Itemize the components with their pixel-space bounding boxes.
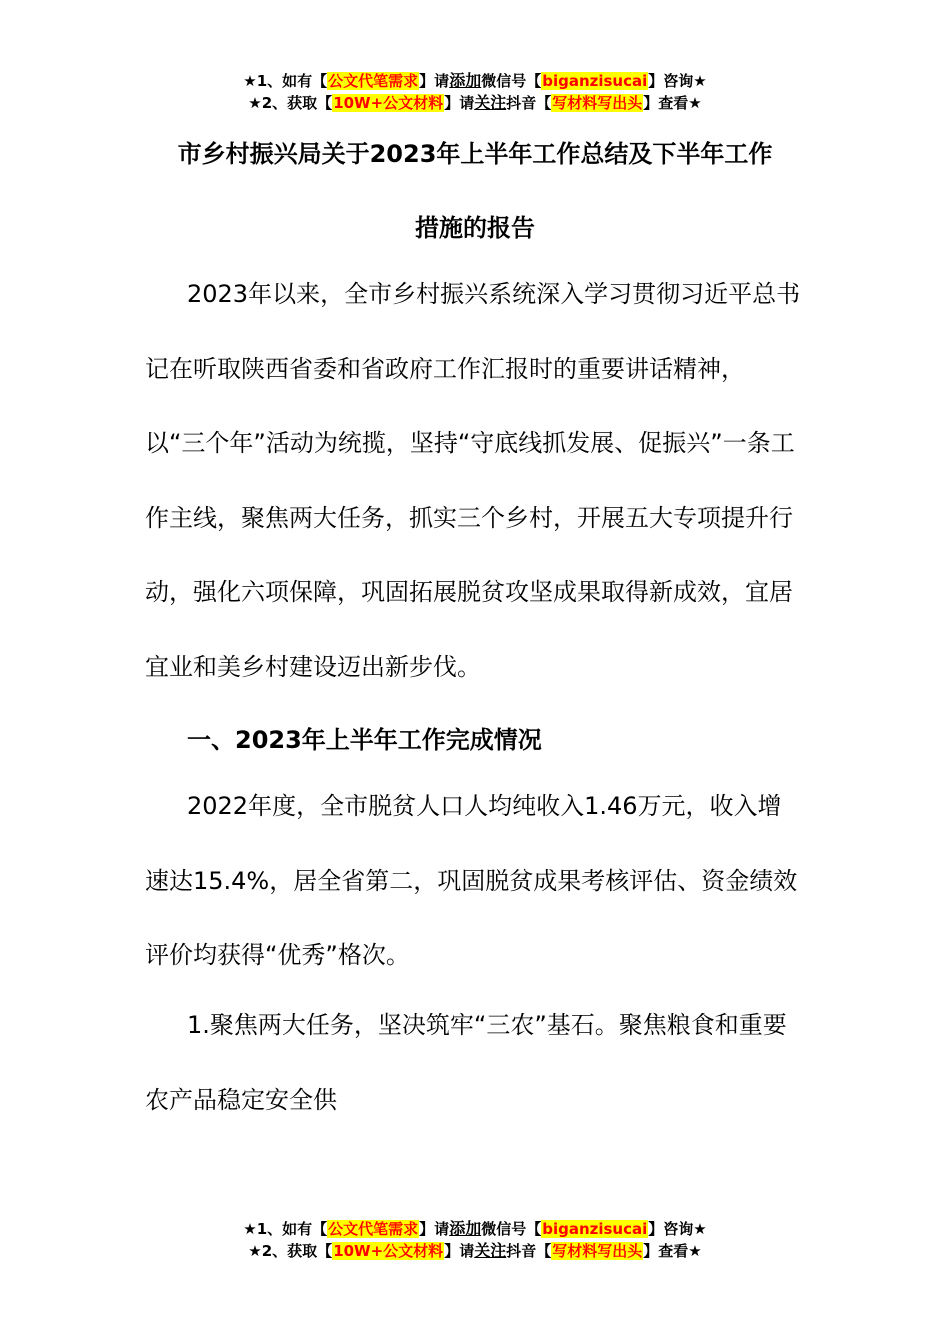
paragraph-task-1: 1.聚焦两大任务，坚决筑牢“三农”基石。聚焦粮食和重要农产品稳定安全供 bbox=[145, 1011, 787, 1114]
promo-underlined: 关注 bbox=[474, 93, 507, 112]
promo-text: 抖音【 bbox=[506, 1242, 552, 1260]
promo-text: ★2、获取【 bbox=[248, 1242, 333, 1260]
promo-line-2 bbox=[0, 92, 950, 114]
paragraph-income: 2022年度，全市脱贫人口人均纯收入1.46万元，收入增速达15.4%，居全省第二，巩固脱贫成果考核评估、资金绩效评价均获得“优秀”格次。 bbox=[145, 792, 798, 969]
promo-line-1 bbox=[0, 1218, 950, 1240]
promo-line-2 bbox=[0, 1240, 950, 1262]
highlight-wechat-id: biganzisucai bbox=[542, 1220, 648, 1238]
promo-banner-bottom bbox=[0, 1218, 950, 1262]
promo-text: 微信号【 bbox=[481, 1220, 542, 1238]
highlight-douyin: 写材料写出头 bbox=[552, 94, 643, 112]
highlight-materials: 10W+公文材料 bbox=[333, 1242, 444, 1260]
paragraph-intro: 2023年以来，全市乡村振兴系统深入学习贯彻习近平总书记在听取陕西省委和省政府工作汇报时的重要讲话精神，以“三个年”活动为统揽，坚持“守底线抓发展、促振兴”一条工作主线，聚焦两大任务，抓实三个乡村，开展五大专项提升行动，强化六项保障，巩固拓展脱贫攻坚成果取得新成效，宜居宜业和美乡村建设迈出新步伐。 bbox=[145, 280, 801, 681]
promo-banner-top bbox=[0, 70, 950, 114]
highlight-service: 公文代笔需求 bbox=[328, 72, 419, 90]
promo-text: 抖音【 bbox=[506, 94, 552, 112]
promo-text: 】请 bbox=[444, 94, 475, 112]
highlight-wechat-id: biganzisucai bbox=[542, 72, 648, 90]
promo-text: 】请 bbox=[419, 72, 450, 90]
highlight-service: 公文代笔需求 bbox=[328, 1220, 419, 1238]
promo-text: ★2、获取【 bbox=[248, 94, 333, 112]
promo-text: ★1、如有【 bbox=[243, 72, 328, 90]
promo-underlined: 添加 bbox=[449, 1219, 482, 1238]
promo-line-1 bbox=[0, 70, 950, 92]
promo-text: 】查看★ bbox=[643, 1242, 702, 1260]
promo-text: 微信号【 bbox=[481, 72, 542, 90]
doc-title-line-2: 措施的报告 bbox=[415, 214, 535, 242]
promo-text: 】请 bbox=[419, 1220, 450, 1238]
highlight-douyin: 写材料写出头 bbox=[552, 1242, 643, 1260]
promo-underlined: 添加 bbox=[449, 71, 482, 90]
section-heading-1: 一、2023年上半年工作完成情况 bbox=[187, 726, 542, 754]
promo-text: ★1、如有【 bbox=[243, 1220, 328, 1238]
promo-text: 】查看★ bbox=[643, 94, 702, 112]
doc-title-line-1: 市乡村振兴局关于2023年上半年工作总结及下半年工作 bbox=[177, 140, 773, 168]
promo-underlined: 关注 bbox=[474, 1241, 507, 1260]
highlight-materials: 10W+公文材料 bbox=[333, 94, 444, 112]
promo-text: 】请 bbox=[444, 1242, 475, 1260]
promo-text: 】咨询★ bbox=[648, 72, 707, 90]
promo-text: 】咨询★ bbox=[648, 1220, 707, 1238]
